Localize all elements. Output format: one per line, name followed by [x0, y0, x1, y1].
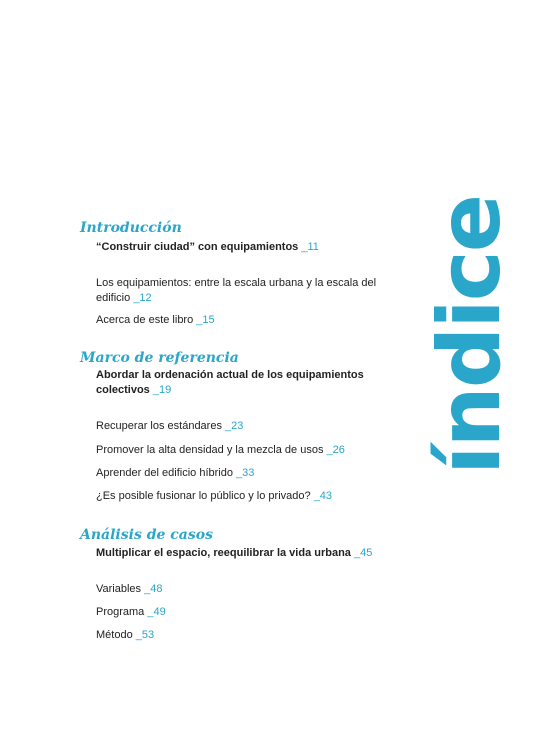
- toc-entry-text: Recuperar los estándares: [96, 420, 222, 432]
- toc-page-number: _19: [152, 384, 172, 396]
- toc-entry[interactable]: [96, 582, 396, 597]
- index-title-vertical: índice: [420, 195, 520, 475]
- toc-page-number: _45: [353, 547, 373, 559]
- toc-page-number: _48: [144, 583, 163, 595]
- toc-page-number: _43: [313, 490, 333, 502]
- toc-entry[interactable]: [96, 313, 396, 328]
- toc-page-number: _15: [196, 314, 215, 326]
- toc-page-number: _23: [225, 420, 244, 432]
- toc-entry[interactable]: [96, 368, 366, 398]
- toc-page-number: _33: [236, 467, 255, 479]
- toc-entry[interactable]: [96, 628, 396, 643]
- toc-entry[interactable]: [96, 276, 386, 306]
- toc-entry-text: Aprender del edificio híbrido: [96, 467, 233, 479]
- toc-entry[interactable]: [96, 546, 426, 561]
- section-title-introduccion: Introducción: [80, 220, 182, 236]
- toc-entry[interactable]: [96, 466, 396, 481]
- toc-page-number: _12: [133, 292, 152, 304]
- toc-entry[interactable]: [96, 419, 396, 434]
- toc-entry-text: “Construir ciudad” con equipamientos: [96, 241, 299, 253]
- toc-entry-text: Multiplicar el espacio, reequilibrar la vida urbana: [96, 547, 351, 559]
- toc-entry[interactable]: [96, 489, 396, 504]
- toc-page-number: _26: [326, 444, 345, 456]
- toc-entry-text: Variables: [96, 583, 142, 595]
- toc-entry-text: Método: [96, 629, 133, 641]
- toc-entry-text: Promover la alta densidad y la mezcla de usos: [96, 444, 324, 456]
- toc-page-number: _53: [135, 629, 155, 641]
- section-title-marco-de-referencia: Marco de referencia: [80, 350, 239, 366]
- toc-page-number: _49: [147, 606, 166, 618]
- toc-entry-text: Los equipamientos: entre la escala urbana y la escala del edificio: [96, 277, 377, 304]
- toc-entry-text: Abordar la ordenación actual de los equipamientos colectivos: [96, 369, 364, 396]
- toc-entry-text: Programa: [96, 606, 145, 618]
- toc-page-number: _11: [301, 241, 319, 253]
- toc-entry[interactable]: [96, 605, 396, 620]
- toc-entry-text: Acerca de este libro: [96, 314, 194, 326]
- toc-entry[interactable]: [96, 443, 396, 458]
- toc-entry-text: ¿Es posible fusionar lo público y lo privado?: [96, 490, 311, 502]
- toc-entry[interactable]: [96, 240, 396, 255]
- section-title-analisis-de-casos: Análisis de casos: [80, 527, 213, 543]
